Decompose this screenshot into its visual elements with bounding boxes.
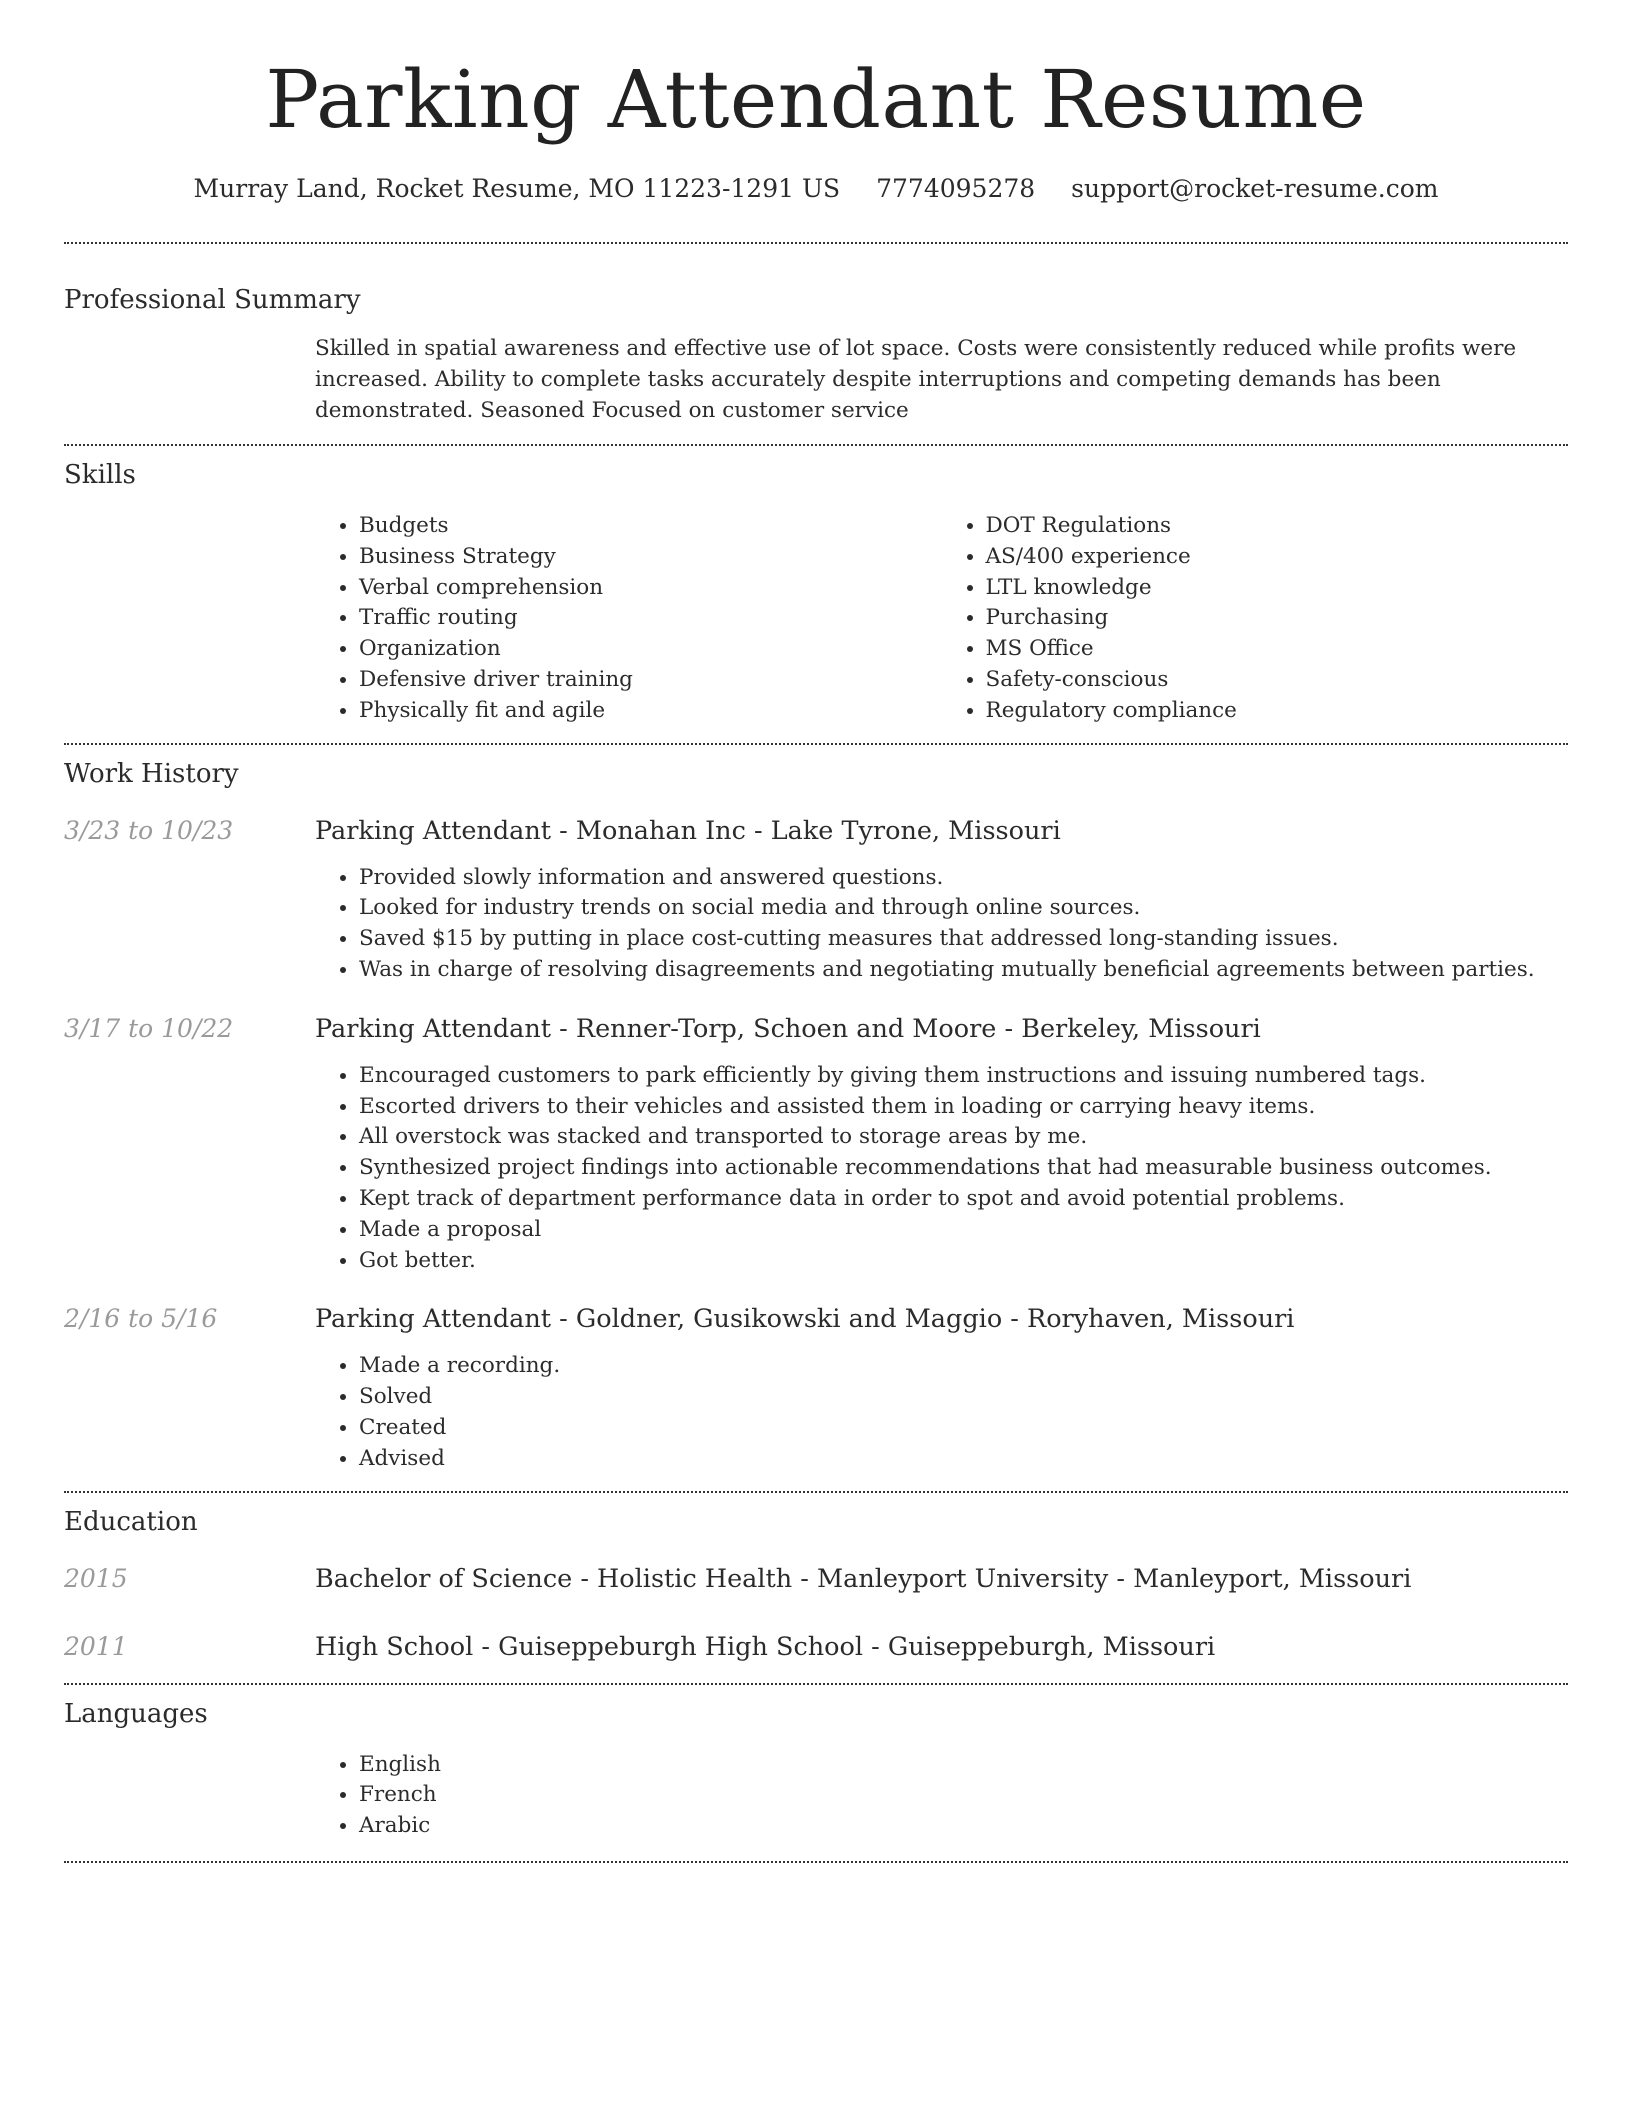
contact-address: Murray Land, Rocket Resume, MO 11223-1291 US [193,174,841,203]
section-heading-education: Education [64,1506,198,1537]
skill-item: • Safety-conscious [986,665,1569,696]
skill-item: • Verbal comprehension [359,573,942,604]
languages-list [315,1750,1568,1842]
job-entry [64,1012,1568,1277]
job-bullet: • Synthesized project findings into actionable recommendations that had measurable business outcomes. [359,1153,1568,1184]
skills-grid [315,511,1568,727]
education-section [64,1505,1568,1664]
job-title: Parking Attendant - Monahan Inc - Lake Tyrone, Missouri [315,815,1061,846]
skill-item: • Business Strategy [359,542,942,573]
job-bullet: • Was in charge of resolving disagreements and negotiating mutually beneficial agreements between parties. [359,955,1568,986]
language-item: • French [359,1780,1568,1811]
job-title: Parking Attendant - Renner-Torp, Schoen and Moore - Berkeley, Missouri [315,1013,1261,1044]
education-entry [64,1562,1568,1596]
divider [64,242,1568,244]
contact-phone: 7774095278 [876,174,1036,203]
skill-item: • AS/400 experience [986,542,1569,573]
job-bullets [315,1061,1568,1277]
divider [64,743,1568,745]
summary-text: Skilled in spatial awareness and effective use of lot space. Costs were consistently reduced while profits were increased. Ability to complete tasks accurately despite interruptions and competing demands has been demonstrated. Seasoned Focused on customer service [315,336,1517,423]
skills-section [64,458,1568,727]
skill-item: • Budgets [359,511,942,542]
skill-item: • Physically fit and agile [359,696,942,727]
education-year: 2011 [64,1631,128,1661]
job-bullet: • All overstock was stacked and transported to storage areas by me. [359,1122,1568,1153]
job-bullet: • Made a recording. [359,1351,1568,1382]
language-item: • Arabic [359,1811,1568,1842]
work-section [64,757,1568,1475]
divider [64,1683,1568,1685]
section-heading-summary: Professional Summary [64,285,361,315]
contact-line [64,172,1568,206]
resume-title: Parking Attendant Resume [265,53,1367,146]
job-bullet: • Advised [359,1444,1568,1475]
skill-item: • Organization [359,634,942,665]
summary-section [64,283,1568,426]
job-entry [64,1302,1568,1474]
job-dates: 3/23 to 10/23 [64,815,234,845]
job-header [64,1012,1568,1046]
job-bullets [315,863,1568,986]
job-bullet: • Provided slowly information and answered questions. [359,863,1568,894]
skills-list-left [315,511,942,727]
education-text: High School - Guiseppeburgh High School - Guiseppeburgh, Missouri [315,1631,1216,1662]
job-entry [64,814,1568,986]
skill-item: • Purchasing [986,603,1569,634]
section-heading-work: Work History [64,758,239,789]
job-bullet: • Looked for industry trends on social media and through online sources. [359,893,1568,924]
job-dates: 3/17 to 10/22 [64,1013,234,1043]
job-bullet: • Encouraged customers to park efficiently by giving them instructions and issuing numbered tags. [359,1061,1568,1092]
divider [64,1491,1568,1493]
education-year: 2015 [64,1563,128,1593]
skill-item: • Regulatory compliance [986,696,1569,727]
skill-item: • Traffic routing [359,603,942,634]
job-header [64,814,1568,848]
education-text: Bachelor of Science - Holistic Health - Manleyport University - Manleyport, Missouri [315,1563,1412,1594]
job-bullet: • Got better. [359,1246,1568,1277]
contact-email: support@rocket-resume.com [1071,174,1439,203]
job-bullet: • Saved $15 by putting in place cost-cutting measures that addressed long-standing issues. [359,924,1568,955]
education-entry [64,1630,1568,1664]
job-dates: 2/16 to 5/16 [64,1304,218,1334]
summary-content [315,333,1568,426]
skill-item: • MS Office [986,634,1569,665]
job-bullet: • Kept track of department performance data in order to spot and avoid potential problems. [359,1184,1568,1215]
language-item: • English [359,1750,1568,1781]
job-bullet: • Solved [359,1382,1568,1413]
job-bullet: • Created [359,1413,1568,1444]
section-heading-languages: Languages [64,1698,208,1729]
skill-item: • LTL knowledge [986,573,1569,604]
job-header [64,1302,1568,1336]
section-heading-skills: Skills [64,460,136,490]
divider [64,444,1568,446]
job-bullets [315,1351,1568,1474]
skills-list-right [942,511,1569,727]
skill-item: • Defensive driver training [359,665,942,696]
languages-content [315,1750,1568,1842]
skill-item: • DOT Regulations [986,511,1569,542]
job-bullet: • Escorted drivers to their vehicles and assisted them in loading or carrying heavy items. [359,1092,1568,1123]
divider [64,1861,1568,1863]
job-bullet: • Made a proposal [359,1215,1568,1246]
job-title: Parking Attendant - Goldner, Gusikowski and Maggio - Roryhaven, Missouri [315,1304,1295,1335]
languages-section [64,1697,1568,1842]
